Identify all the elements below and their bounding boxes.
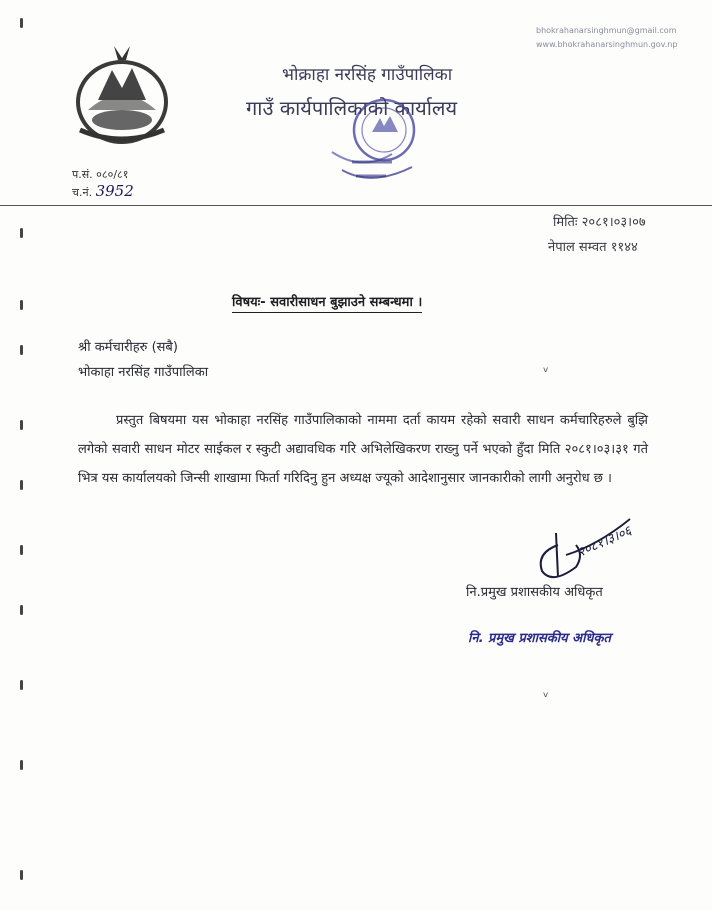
date-miti: मितिः २०८१।०३।०७ <box>553 215 646 230</box>
ref-fiscal-year: प.सं. ०८०/८१ <box>72 168 129 181</box>
signature-date: २०८१।३।०६ <box>575 523 634 561</box>
ref-dispatch-no <box>72 183 134 201</box>
ref-no-handwritten: 3952 <box>95 182 134 200</box>
addressee-line-1: श्री कर्मचारीहरु (सबै) <box>78 340 178 355</box>
handwritten-signature <box>518 505 678 587</box>
office-round-stamp <box>322 92 432 192</box>
header-divider <box>0 205 712 206</box>
reference-block <box>72 167 134 201</box>
letter-body: प्रस्तुत बिषयमा यस भोकाहा नरसिंह गाउँपालिकाको नाममा दर्ता कायम रहेको सवारी साधन कर्मचारिहरुले बुझि लगेको सवारी साधन मोटर साईकल र स्कुटी अद्यावधिक गरि अभिलेखिकरण राख्नु पर्ने भएको हुँदा मिति २०८१।०३।३१ गते भित्र यस कार्यालयको जिन्सी शाखामा फिर्ता गरिदिनु हुन अध्यक्ष ज्यूको आदेशानुसार जानकारीको लागी अनुरोध छ । <box>78 413 648 486</box>
addressee-line-2: भोकाहा नरसिंह गाउँपालिका <box>78 365 209 380</box>
office-subtitle: गाउँ कार्यपालिकाको कार्यालय <box>246 96 458 120</box>
ref-no-label: च.नं. <box>72 186 93 199</box>
nepal-emblem-seal <box>68 40 176 150</box>
tick-mark: ᵥ <box>543 685 549 701</box>
signatory-title: नि.प्रमुख प्रशासकीय अधिकृत <box>466 585 603 600</box>
office-name: भोक्राहा नरसिंह गाउँपालिका <box>282 65 453 85</box>
contact-website: www.bhokrahanarsinghmun.gov.np <box>536 40 678 49</box>
contact-info <box>536 24 677 52</box>
tick-mark: ᵥ <box>543 360 549 376</box>
contact-email: bhokrahanarsinghmun@gmail.com <box>536 26 677 35</box>
signatory-stamp: नि. प्रमुख प्रशासकीय अधिकृत <box>468 631 611 646</box>
date-nepal-sambat: नेपाल सम्वत ११४४ <box>548 240 638 255</box>
subject-line: विषयः- सवारीसाधन बुझाउने सम्बन्धमा । <box>232 292 422 313</box>
